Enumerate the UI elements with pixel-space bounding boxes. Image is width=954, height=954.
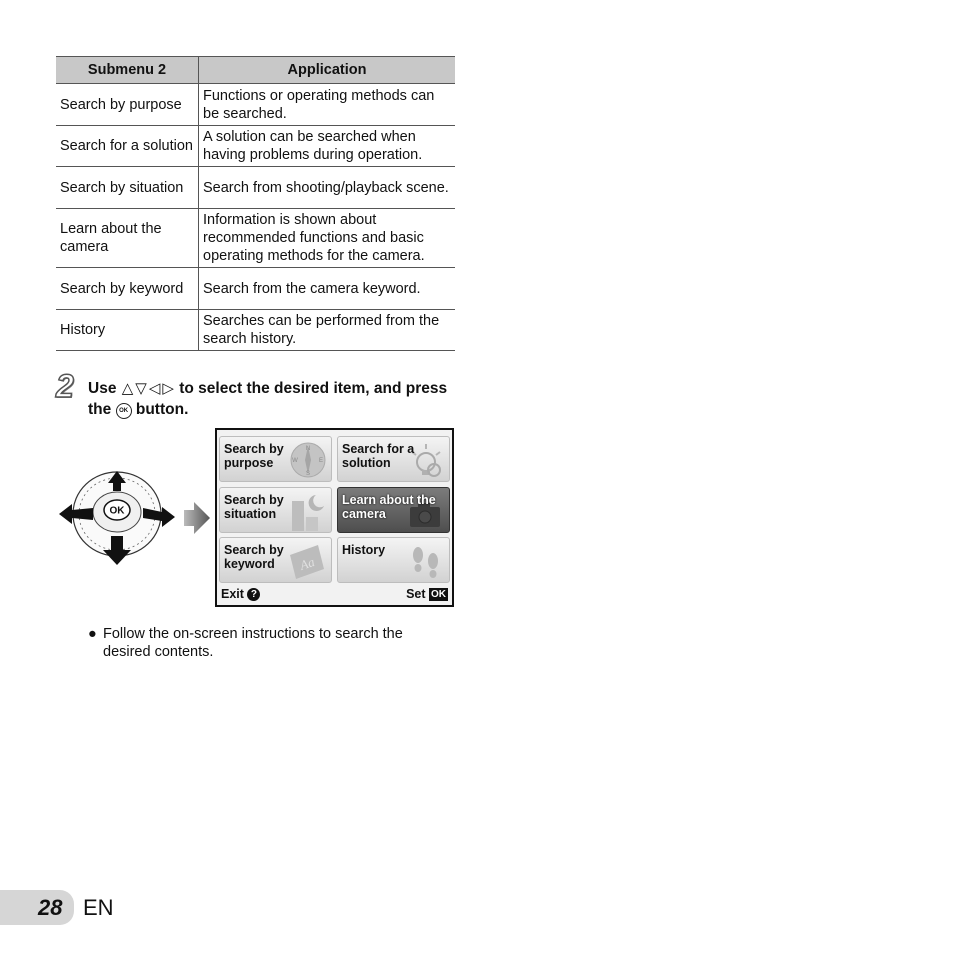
ok-icon: OK (431, 589, 446, 600)
down-arrow-icon: ▽ (135, 380, 147, 397)
ok-button-icon (104, 500, 130, 520)
tile-search-by-keyword[interactable] (219, 537, 332, 583)
step-text-select: to select the desired item, and press the (88, 380, 448, 418)
step-instruction (88, 378, 458, 420)
submenu-cell: Search for a solution (56, 126, 199, 167)
tile-label: Learn about the camera (342, 493, 436, 521)
bullet-text: Follow the on-screen instructions to search the desired contents. (103, 626, 403, 660)
table-row (56, 126, 455, 167)
exit-control[interactable] (221, 587, 260, 601)
step-number: 2 (56, 368, 74, 404)
application-cell: Information is shown about recommended functions and basic operating methods for the camera. (199, 209, 456, 268)
set-control[interactable] (406, 587, 448, 601)
set-label: Set (406, 587, 426, 601)
help-icon: ? (247, 588, 260, 601)
submenu-cell: Search by situation (56, 167, 199, 209)
tile-history[interactable] (337, 537, 450, 583)
step-text-use: Use (88, 380, 117, 397)
tile-label: Search by keyword (224, 543, 284, 571)
ok-label: OK (109, 505, 125, 517)
page-number-tab (0, 890, 74, 925)
table-row (56, 268, 455, 310)
screen-footer (221, 586, 448, 603)
table-row (56, 167, 455, 209)
application-cell: Functions or operating methods can be searched. (199, 84, 456, 126)
camera-menu-screen (215, 428, 454, 607)
tile-search-by-purpose[interactable] (219, 436, 332, 482)
table-row (56, 310, 455, 351)
tile-learn-about-camera[interactable] (337, 487, 450, 533)
svg-text:E: E (318, 458, 324, 464)
instruction-bullet (88, 625, 448, 661)
tile-label: Search for a solution (342, 442, 415, 470)
svg-text:N: N (305, 446, 311, 452)
table-row (56, 84, 455, 126)
submenu-cell: Learn about the camera (56, 209, 199, 268)
exit-label: Exit (221, 587, 244, 601)
tile-search-by-situation[interactable] (219, 487, 332, 533)
left-arrow-icon: ◁ (148, 380, 161, 397)
application-cell: Searches can be performed from the search history. (199, 310, 456, 351)
page-number: 28 (38, 895, 63, 920)
tile-label: Search by situation (224, 493, 284, 521)
application-cell: Search from the camera keyword. (199, 268, 456, 310)
column-header-application: Application (199, 57, 456, 84)
ok-button-icon: OK (116, 403, 132, 419)
step-text-button: button. (135, 401, 189, 418)
submenu-cell: Search by purpose (56, 84, 199, 126)
submenu-cell: Search by keyword (56, 268, 199, 310)
svg-text:W: W (292, 458, 298, 464)
tile-search-for-solution[interactable] (337, 436, 450, 482)
svg-text:S: S (305, 471, 311, 477)
arrow-pad-illustration (55, 468, 180, 568)
submenu-cell: History (56, 310, 199, 351)
up-arrow-icon: △ (121, 380, 134, 397)
table-row (56, 209, 455, 268)
tile-label: Search by purpose (224, 442, 284, 470)
column-header-submenu: Submenu 2 (56, 57, 199, 84)
table-header-row (56, 57, 455, 84)
tile-label: History (342, 543, 386, 557)
language-label: EN (83, 895, 114, 920)
submenu-table (56, 56, 455, 351)
application-cell: Search from shooting/playback scene. (199, 167, 456, 209)
right-arrow-icon: ▷ (162, 380, 174, 397)
bullet-icon: ● (88, 626, 97, 642)
application-cell: A solution can be searched when having problems during operation. (199, 126, 456, 167)
transition-arrow-icon (184, 502, 210, 534)
svg-text:Aa: Aa (297, 554, 317, 573)
